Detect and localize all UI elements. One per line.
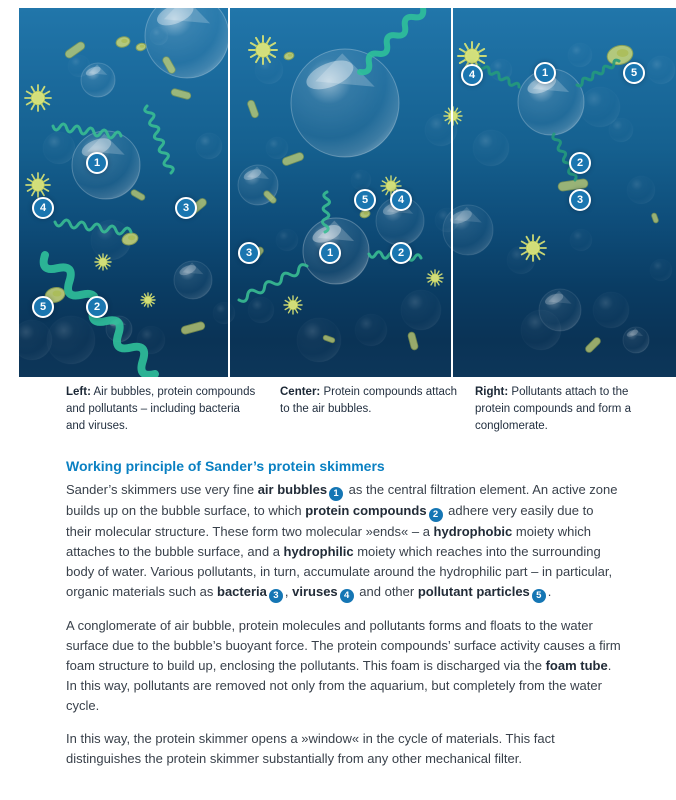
- diagram-marker-left-1: 1: [86, 152, 108, 174]
- bold-text: foam tube: [545, 658, 608, 673]
- bold-text: hydrophilic: [283, 544, 354, 559]
- diagram-marker-left-3: 3: [175, 197, 197, 219]
- text-run: and other: [355, 584, 418, 599]
- diagram-marker-center-4: 4: [390, 189, 412, 211]
- caption-right: [475, 384, 640, 435]
- number-badge-4: 4: [340, 589, 354, 603]
- text-run: In this way, the protein skimmer opens a »window« in the cycle of materials. This fact distinguishes the protein skimmer substantially from any other mechanical filter.: [66, 731, 555, 766]
- bold-text: hydrophobic: [433, 524, 513, 539]
- number-badge-1: 1: [329, 487, 343, 501]
- text-run: as the central filtration element. An active zone builds up on the bubble surface, to which: [66, 482, 618, 518]
- caption-center: [280, 384, 465, 418]
- number-badge-2: 2: [429, 508, 443, 522]
- caption-right-text: Pollutants attach to the protein compounds and form a conglomerate.: [475, 386, 631, 432]
- caption-left-text: Air bubbles, protein compounds and pollutants – including bacteria and viruses.: [66, 386, 256, 432]
- bold-text: viruses: [292, 584, 338, 599]
- text-run: ,: [284, 584, 293, 599]
- number-badge-3: 3: [269, 589, 283, 603]
- diagram-marker-right-4: 4: [461, 64, 483, 86]
- caption-left-prefix: Left:: [66, 386, 91, 398]
- caption-right-prefix: Right:: [475, 386, 509, 398]
- text-run: Sander’s skimmers use very fine: [66, 482, 258, 497]
- section-heading: Working principle of Sander’s protein skimmers: [66, 458, 385, 474]
- bold-text: air bubbles: [257, 482, 328, 497]
- diagram-marker-center-3: 3: [238, 242, 260, 264]
- diagram-marker-left-2: 2: [86, 296, 108, 318]
- diagram-marker-center-5: 5: [354, 189, 376, 211]
- diagram-marker-center-1: 1: [319, 242, 341, 264]
- diagram-marker-right-3: 3: [569, 189, 591, 211]
- paragraph-2: [66, 616, 622, 716]
- caption-left: [66, 384, 256, 435]
- text-run: . In this way, pollutants are removed not only from the aquarium, but completely from the water cycle.: [66, 658, 612, 713]
- diagram-marker-right-5: 5: [623, 62, 645, 84]
- paragraph-1: [66, 480, 622, 603]
- text-run: moiety which attaches to the bubble surface, and a: [66, 524, 592, 559]
- text-run: moiety which reaches into the surrounding body of water. Various pollutants, in turn, accumulate around the hydrophilic part – in particular, organic materials such as: [66, 544, 613, 599]
- diagram-markers: [19, 8, 676, 377]
- article: [66, 457, 622, 782]
- diagram-marker-right-2: 2: [569, 152, 591, 174]
- diagram-marker-left-4: 4: [32, 197, 54, 219]
- number-badge-5: 5: [532, 589, 546, 603]
- bold-text: protein compounds: [305, 503, 427, 518]
- paragraph-3: [66, 729, 622, 769]
- diagram-marker-left-5: 5: [32, 296, 54, 318]
- panel-captions: [0, 384, 676, 444]
- caption-center-text: Protein compounds attach to the air bubbles.: [280, 386, 458, 415]
- text-run: .: [547, 584, 552, 599]
- bold-text: pollutant particles: [417, 584, 530, 599]
- text-run: adhere very easily due to their molecular structure. These form two molecular »ends« – a: [66, 503, 594, 539]
- caption-center-prefix: Center:: [280, 386, 321, 398]
- diagram-marker-center-2: 2: [390, 242, 412, 264]
- text-run: A conglomerate of air bubble, protein molecules and pollutants forms and floats to the water surface due to the bubble’s buoyant force. The protein compounds’ surface activity causes a firm foam structure to build up, enclosing the pollutants. This foam is discharged via the: [66, 618, 621, 673]
- diagram-marker-right-1: 1: [534, 62, 556, 84]
- bold-text: bacteria: [217, 584, 267, 599]
- diagram-illustration: [19, 8, 676, 377]
